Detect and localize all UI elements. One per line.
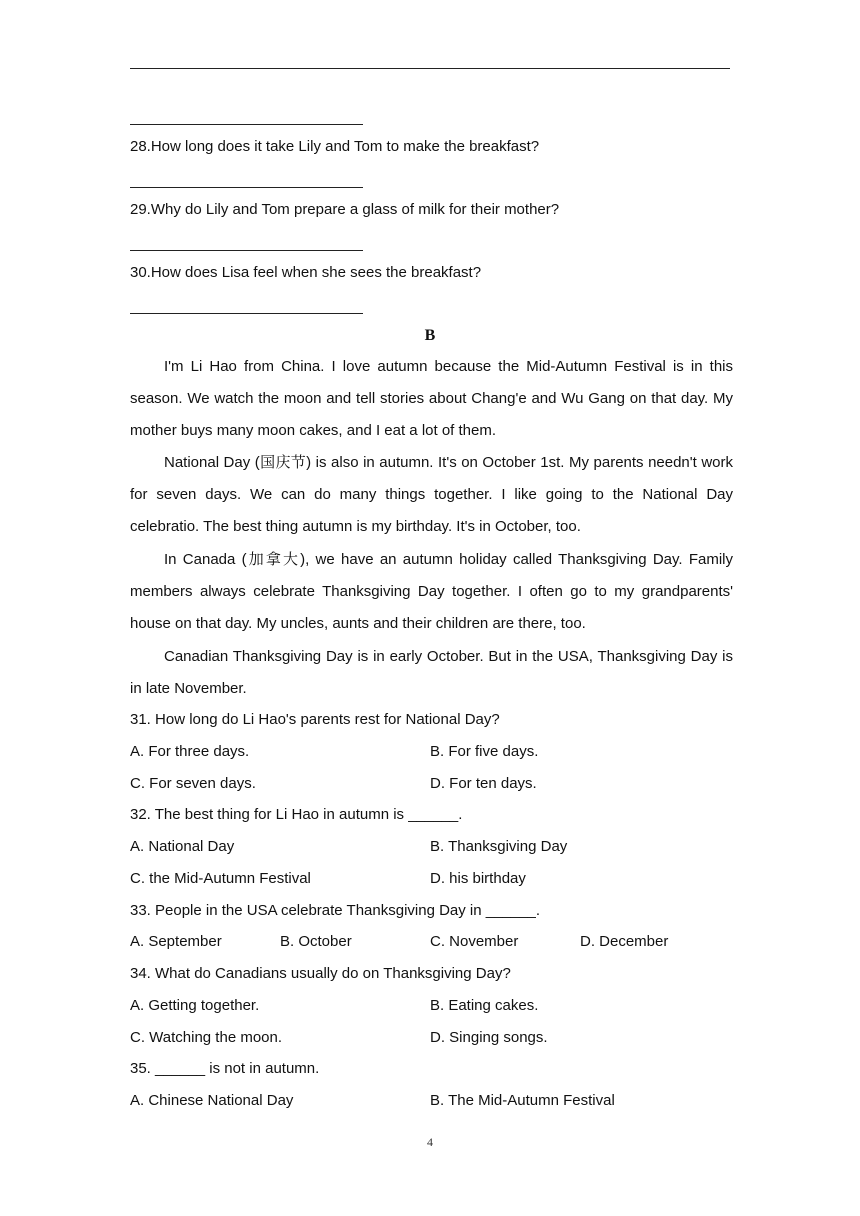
- option-35-b: B. The Mid-Autumn Festival: [430, 1092, 615, 1109]
- passage-paragraph-1: I'm Li Hao from China. I love autumn because the Mid-Autumn Festival is in this season. We watch the moon and tell stories about Chang'e and Wu Gang on that day. My mother buys many moon cakes, and I eat a lot of them.: [130, 358, 733, 439]
- option-34-b: B. Eating cakes.: [430, 997, 539, 1014]
- question-34: 34. What do Canadians usually do on Thanksgiving Day?: [130, 965, 511, 982]
- option-33-c: C. November: [430, 933, 519, 950]
- question-32: 32. The best thing for Li Hao in autumn is ______.: [130, 806, 463, 823]
- question-31: 31. How long do Li Hao's parents rest for National Day?: [130, 711, 500, 728]
- option-34-a: A. Getting together.: [130, 997, 260, 1014]
- option-32-b: B. Thanksgiving Day: [430, 838, 568, 855]
- question-33: 33. People in the USA celebrate Thanksgiving Day in ______.: [130, 902, 540, 919]
- option-31-c: C. For seven days.: [130, 775, 256, 792]
- option-31-d: D. For ten days.: [430, 775, 537, 792]
- answer-blank: [130, 250, 363, 251]
- option-35-a: A. Chinese National Day: [130, 1092, 294, 1109]
- option-33-d: D. December: [580, 933, 669, 950]
- option-32-c: C. the Mid-Autumn Festival: [130, 870, 311, 887]
- question-30: 30.How does Lisa feel when she sees the breakfast?: [130, 264, 482, 281]
- option-33-a: A. September: [130, 933, 222, 950]
- passage-paragraph-3: In Canada (加拿大), we have an autumn holiday called Thanksgiving Day. Family members always celebrate Thanksgiving Day together. I often go to my grandparents' house on that day. My uncles, aunts and their children are there, too.: [130, 551, 733, 632]
- passage-paragraph-4: Canadian Thanksgiving Day is in early October. But in the USA, Thanksgiving Day is in late November.: [130, 648, 733, 697]
- option-32-a: A. National Day: [130, 838, 235, 855]
- answer-blank: [130, 313, 363, 314]
- option-34-c: C. Watching the moon.: [130, 1029, 283, 1046]
- answer-blank: [130, 124, 363, 125]
- option-31-b: B. For five days.: [430, 743, 539, 760]
- question-29: 29.Why do Lily and Tom prepare a glass of milk for their mother?: [130, 201, 560, 218]
- question-28: 28.How long does it take Lily and Tom to make the breakfast?: [130, 138, 540, 155]
- option-31-a: A. For three days.: [130, 743, 250, 760]
- page-number: 4: [427, 1135, 433, 1149]
- section-title: B: [424, 327, 436, 344]
- option-32-d: D. his birthday: [430, 870, 526, 887]
- option-33-b: B. October: [280, 933, 352, 950]
- answer-line-full: [130, 68, 730, 69]
- answer-blank: [130, 187, 363, 188]
- option-34-d: D. Singing songs.: [430, 1029, 548, 1046]
- passage-paragraph-2: National Day (国庆节) is also in autumn. It's on October 1st. My parents needn't work for seven days. We can do many things together. I like going to the National Day celebratio. The best thing autumn is my birthday. It's in October, too.: [130, 454, 733, 535]
- question-35: 35. ______ is not in autumn.: [130, 1060, 320, 1077]
